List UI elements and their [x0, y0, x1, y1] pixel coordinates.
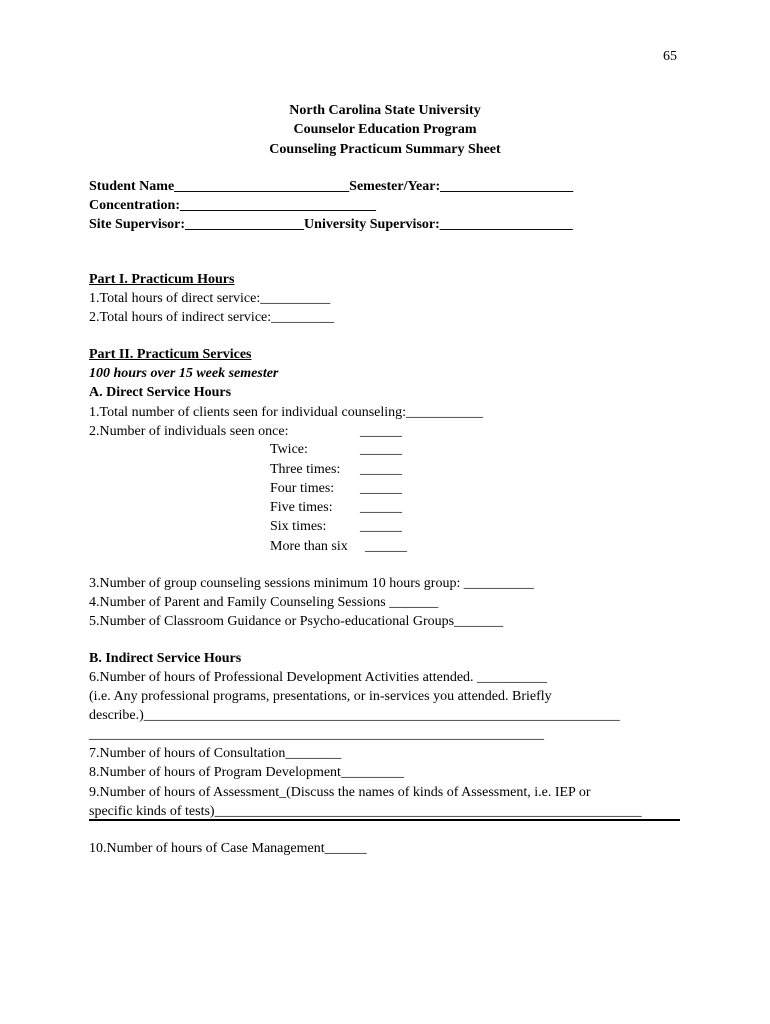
professional-development: 6.Number of hours of Professional Development Activities attended. __________ [89, 670, 548, 685]
describe-line-continued: _________________________________________________________________ [89, 727, 544, 742]
frequency-label: Four times: [270, 481, 335, 496]
assessment-hours: 9.Number of hours of Assessment_(Discuss the names of kinds of Assessment, i.e. IEP or [89, 785, 591, 800]
frequency-blank: ______ [360, 462, 402, 477]
frequency-blank: ______ [360, 519, 402, 534]
part2-heading: Part II. Practicum Services [89, 347, 252, 362]
frequency-blank: ______ [360, 481, 402, 496]
frequency-label: More than six [270, 539, 348, 554]
group-sessions: 3.Number of group counseling sessions minimum 10 hours group: __________ [89, 576, 534, 591]
section-divider [89, 819, 680, 821]
family-sessions: 4.Number of Parent and Family Counseling Sessions _______ [89, 595, 439, 610]
frequency-blank: ______ [365, 539, 407, 554]
seen-once-blank: ______ [360, 424, 402, 439]
section-a-heading: A. Direct Service Hours [89, 385, 232, 400]
part2-subtitle: 100 hours over 15 week semester [89, 366, 279, 381]
classroom-groups: 5.Number of Classroom Guidance or Psycho-educational Groups_______ [89, 614, 504, 629]
frequency-label: Six times: [270, 519, 327, 534]
case-management-hours: 10.Number of hours of Case Management______ [89, 841, 367, 856]
student-name-semester-field: Student Name_________________________Semester/Year:___________________ [89, 179, 574, 194]
supervisors-field: Site Supervisor:_________________University Supervisor:___________________ [89, 217, 573, 232]
direct-service-hours: 1.Total hours of direct service:__________ [89, 291, 331, 306]
indirect-service-hours: 2.Total hours of indirect service:_________ [89, 310, 335, 325]
concentration-field: Concentration:____________________________ [89, 198, 376, 213]
individual-clients-total: 1.Total number of clients seen for individual counseling:___________ [89, 405, 484, 420]
program-title: Counselor Education Program [293, 122, 477, 137]
frequency-blank: ______ [360, 500, 402, 515]
program-development-hours: 8.Number of hours of Program Development_________ [89, 765, 404, 780]
page-number: 65 [663, 49, 677, 64]
frequency-blank: ______ [360, 442, 402, 457]
sheet-title: Counseling Practicum Summary Sheet [269, 142, 501, 157]
part1-heading: Part I. Practicum Hours [89, 272, 235, 287]
section-b-heading: B. Indirect Service Hours [89, 651, 242, 666]
professional-development-note: (i.e. Any professional programs, presentations, or in-services you attended. Briefly [89, 689, 552, 704]
seen-once-label: 2.Number of individuals seen once: [89, 424, 289, 439]
describe-line: describe.)____________________________________________________________________ [89, 708, 620, 723]
university-title: North Carolina State University [289, 103, 481, 118]
frequency-label: Twice: [270, 442, 308, 457]
frequency-label: Five times: [270, 500, 333, 515]
assessment-tests-line: specific kinds of tests)_____________________________________________________________ [89, 804, 642, 819]
frequency-label: Three times: [270, 462, 341, 477]
consultation-hours: 7.Number of hours of Consultation________ [89, 746, 342, 761]
